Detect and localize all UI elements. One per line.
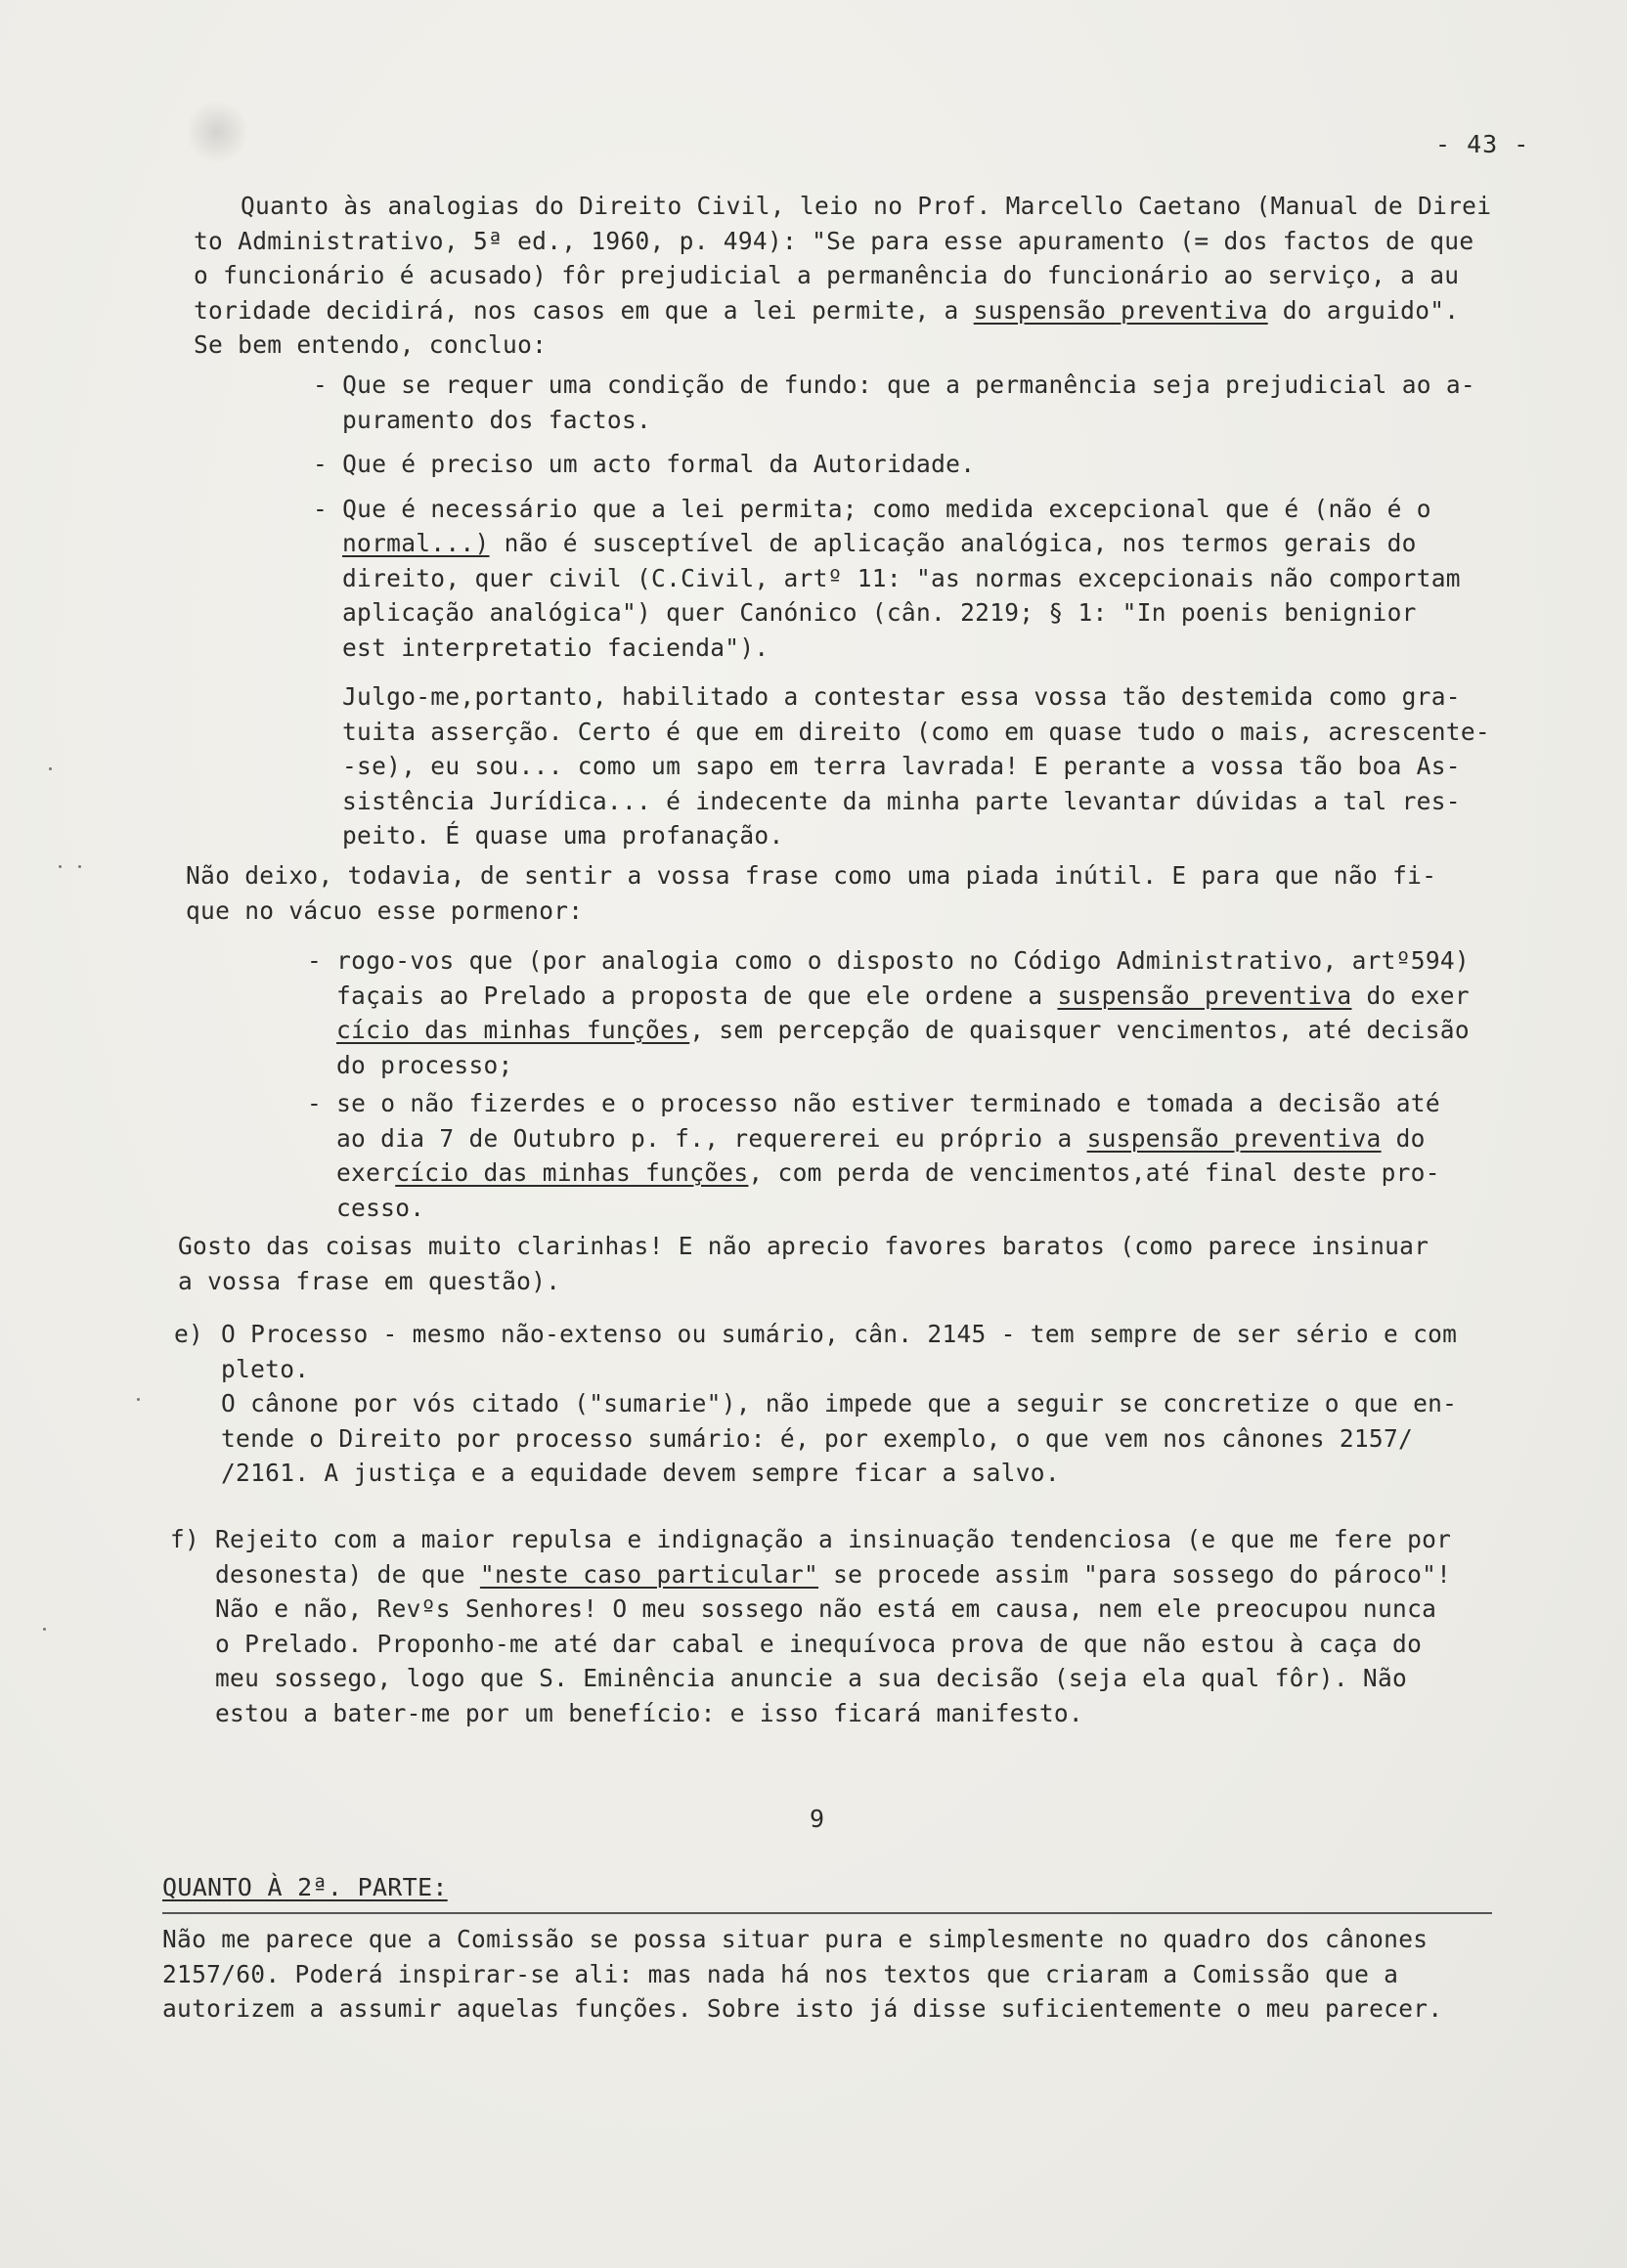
item-e-line: O cânone por vós citado ("sumarie"), não impede que a seguir se concretize o que en- [221, 1389, 1458, 1418]
request-line: façais ao Prelado a proposta de que ele ordene a suspensão preventiva do exer [336, 981, 1470, 1010]
request-item [307, 1086, 1470, 1225]
conclusion-item [313, 447, 1475, 482]
intro-paragraph [194, 189, 1491, 363]
item-e-line: tende o Direito por processo sumário: é, por exemplo, o que vem nos cânones 2157/ [221, 1423, 1414, 1453]
closing-line: Não me parece que a Comissão se possa situar pura e simplesmente no quadro dos cânones [162, 1925, 1429, 1953]
conclusions-list [313, 368, 1475, 665]
item-f-line: Rejeito com a maior repulsa e indignação a insinuação tendenciosa (e que me fere por [215, 1525, 1452, 1553]
requests-list [307, 943, 1470, 1225]
conclusion-line: - Que se requer uma condição de fundo: que a permanência seja prejudicial ao a- [313, 371, 1475, 399]
request-line: cesso. [336, 1193, 425, 1222]
conclusion-item [313, 492, 1475, 666]
item-f-body [170, 1522, 1451, 1730]
conclusion-item [313, 368, 1475, 437]
item-f-line: desonesta) de que "neste caso particular" se procede assim "para sossego do pároco"! [215, 1559, 1452, 1589]
item-f-line: meu sossego, logo que S. Eminência anuncie a sua decisão (seja ela qual fôr). Não [215, 1664, 1408, 1692]
judgement-line: tuita asserção. Certo é que em direito (como em quase tudo o mais, acrescente- [342, 717, 1490, 746]
item-f-line: o Prelado. Proponho-me até dar cabal e inequívoca prova de que não estou à caça do [215, 1629, 1423, 1658]
margin-speck [78, 865, 81, 868]
margin-speck [137, 1398, 140, 1401]
page-number: - 43 - [1435, 130, 1530, 158]
nao-deixo-paragraph [186, 858, 1436, 928]
judgement-line: -se), eu sou... como um sapo em terra lavrada! E perante a vossa tão boa As- [342, 752, 1461, 780]
page-smudge [188, 98, 246, 166]
item-f-line: estou a bater-me por um benefício: e isso ficará manifesto. [215, 1698, 1083, 1727]
section-number: 9 [810, 1805, 825, 1833]
underlined-phrase: cício das minhas funções [395, 1158, 749, 1187]
request-line: - se o não fizerdes e o processo não estiver terminado e tomada a decisão até [307, 1089, 1440, 1117]
gosto-line: a vossa frase em questão). [178, 1266, 561, 1295]
intro-line: Se bem entendo, concluo: [194, 330, 548, 359]
section-divider [162, 1912, 1492, 1914]
request-line: - rogo-vos que (por analogia como o disposto no Código Administrativo, artº594) [307, 946, 1470, 975]
request-line: exercício das minhas funções, com perda de vencimentos,até final deste pro- [336, 1158, 1440, 1187]
item-e-line: O Processo - mesmo não-extenso ou sumário, cân. 2145 - tem sempre de ser sério e com [221, 1320, 1458, 1348]
closing-paragraph [162, 1922, 1442, 2027]
conclusion-line: puramento dos factos. [342, 405, 652, 434]
request-line: ao dia 7 de Outubro p. f., requererei eu próprio a suspensão preventiva do [336, 1123, 1426, 1153]
underlined-phrase: suspensão preventiva [1086, 1123, 1382, 1153]
item-e [174, 1317, 1457, 1491]
underlined-phrase: suspensão preventiva [973, 295, 1268, 325]
margin-speck [43, 1628, 46, 1631]
item-e-line: pleto. [221, 1354, 310, 1383]
conclusion-line: - Que é necessário que a lei permita; como medida excepcional que é (não é o [313, 494, 1431, 523]
judgement-line: sistência Jurídica... é indecente da minha parte levantar dúvidas a tal res- [342, 786, 1461, 815]
nao-deixo-line: Não deixo, todavia, de sentir a vossa frase como uma piada inútil. E para que não fi- [186, 861, 1437, 890]
underlined-phrase: suspensão preventiva [1057, 981, 1352, 1010]
intro-line: to Administrativo, 5ª ed., 1960, p. 494): "Se para esse apuramento (= dos factos de que [194, 226, 1474, 255]
conclusion-line: aplicação analógica") quer Canónico (cân. 2219; § 1: "In poenis benignior [342, 598, 1417, 627]
intro-line: Quanto às analogias do Direito Civil, leio no Prof. Marcello Caetano (Manual de Direi [241, 192, 1492, 220]
gosto-line: Gosto das coisas muito clarinhas! E não aprecio favores baratos (como parece insinuar [178, 1232, 1429, 1260]
item-e-label: e) [174, 1320, 204, 1348]
item-f-label: f) [170, 1525, 200, 1553]
conclusion-line: direito, quer civil (C.Civil, artº 11: "as normas excepcionais não comportam [342, 563, 1461, 592]
item-f [170, 1522, 1451, 1730]
intro-line: toridade decidirá, nos casos em que a lei permite, a suspensão preventiva do arguido". [194, 295, 1460, 325]
judgement-paragraph [342, 679, 1490, 853]
nao-deixo-line: que no vácuo esse pormenor: [186, 895, 584, 925]
underlined-phrase: "neste caso particular" [479, 1559, 819, 1589]
closing-line: autorizem a assumir aquelas funções. Sobre isto já disse suficientemente o meu parecer. [162, 1994, 1443, 2023]
item-e-line: /2161. A justiça e a equidade devem sempre ficar a salvo. [221, 1459, 1060, 1487]
underlined-phrase: normal...) [342, 529, 490, 557]
item-e-body [174, 1317, 1457, 1491]
conclusion-line: normal...) não é susceptível de aplicação analógica, nos termos gerais do [342, 529, 1417, 557]
request-line: do processo; [336, 1050, 513, 1079]
gosto-paragraph [178, 1229, 1429, 1298]
judgement-line: Julgo-me,portanto, habilitado a contestar essa vossa tão destemida como gra- [342, 682, 1461, 711]
section-heading: QUANTO À 2ª. PARTE: [162, 1873, 448, 1901]
margin-speck [49, 767, 52, 770]
item-f-line: Não e não, Revºs Senhores! O meu sossego não está em causa, nem ele preocupou nunca [215, 1594, 1437, 1623]
request-line: cício das minhas funções, sem percepção de quaisquer vencimentos, até decisão [336, 1016, 1470, 1044]
request-item [307, 943, 1470, 1082]
intro-line: o funcionário é acusado) fôr prejudicial a permanência do funcionário ao serviço, a au [194, 261, 1460, 289]
underlined-phrase: cício das minhas funções [336, 1016, 690, 1044]
judgement-line: peito. É quase uma profanação. [342, 821, 784, 850]
conclusion-line: est interpretatio facienda"). [342, 632, 770, 662]
margin-speck [59, 865, 62, 868]
conclusion-line: - Que é preciso um acto formal da Autoridade. [313, 450, 976, 478]
closing-line: 2157/60. Poderá inspirar-se ali: mas nada há nos textos que criaram a Comissão que a [162, 1959, 1399, 1988]
